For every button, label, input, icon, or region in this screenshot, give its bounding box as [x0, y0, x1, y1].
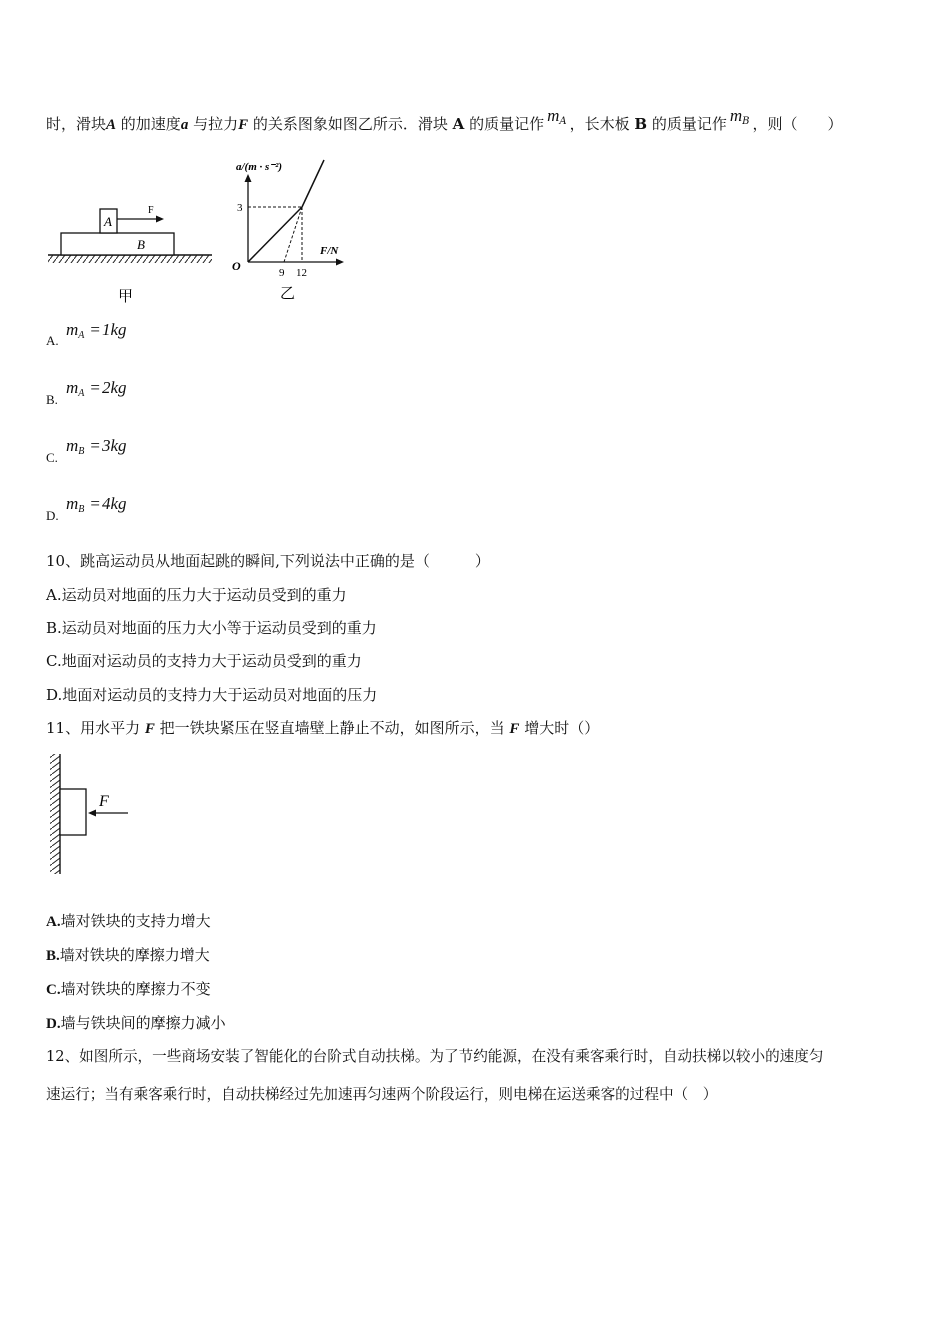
- q11-stem: 11、用水平力 F 把一铁块紧压在竖直墙壁上静止不动，如图所示，当 F 增大时（）: [46, 719, 600, 737]
- origin-label: O: [232, 259, 241, 273]
- q11-option-b[interactable]: B.墙对铁块的摩擦力增大: [46, 946, 210, 964]
- x-tick-9: 9: [279, 267, 285, 279]
- q10-option-a[interactable]: A.运动员对地面的压力大于运动员受到的重力: [46, 586, 347, 604]
- q11-option-c[interactable]: C.墙对铁块的摩擦力不变: [46, 980, 211, 998]
- q10-option-d[interactable]: D.地面对运动员的支持力大于运动员对地面的压力: [46, 686, 378, 704]
- q10-option-c[interactable]: C.地面对运动员的支持力大于运动员受到的重力: [46, 652, 362, 670]
- q12-stem-line-2: 速运行；当有乘客乘行时，自动扶梯经过先加速再匀速两个阶段运行，则电梯在运送乘客的过程中（ ）: [46, 1086, 718, 1103]
- figure-wall-block: [44, 750, 144, 878]
- board-b: [61, 233, 174, 255]
- q10-stem: 10、跳高运动员从地面起跳的瞬间,下列说法中正确的是（ ）: [46, 552, 490, 570]
- caption-yi: 乙: [280, 286, 296, 302]
- q10-option-b[interactable]: B.运动员对地面的压力大小等于运动员受到的重力: [46, 619, 377, 637]
- caption-jia: 甲: [118, 289, 134, 305]
- x-axis-label: F/N: [320, 245, 339, 257]
- mass-a-symbol: $m_A$: [547, 106, 567, 127]
- label-f: F: [148, 205, 154, 216]
- force-arrow-head: [88, 810, 96, 817]
- q9-intro: 时，滑块A 的加速度a 与拉力F 的关系图象如图乙所示．滑块 A 的质量记作 $m_A$ ，长木板 B 的质量记作 $m_B$ ，则（ ）: [46, 106, 843, 133]
- y-axis-label: a/(m · s⁻²): [236, 161, 283, 173]
- mass-b-symbol: $m_B$: [729, 106, 750, 127]
- ground-hatch: [48, 255, 212, 263]
- x-tick-12: 12: [296, 267, 307, 279]
- wall-hatch: [50, 754, 60, 874]
- x-axis-arrow: [336, 259, 344, 266]
- label-b: B: [137, 237, 145, 252]
- graph-segment-2: [302, 160, 324, 207]
- iron-block: [60, 789, 86, 835]
- label-a: A: [104, 214, 112, 229]
- figure-jia: [44, 195, 216, 307]
- y-tick-3: 3: [237, 202, 243, 214]
- force-arrow-head: [156, 216, 164, 223]
- q11-option-a[interactable]: A.墙对铁块的支持力增大: [46, 912, 211, 930]
- graph-segment-1: [248, 207, 302, 262]
- figure-yi: [226, 152, 356, 307]
- label-f: F: [99, 793, 109, 810]
- q12-stem-line-1: 12、如图所示，一些商场安装了智能化的台阶式自动扶梯。为了节约能源，在没有乘客乘行时，自动扶梯以较小的速度匀: [46, 1048, 824, 1065]
- q11-option-d[interactable]: D.墙与铁块间的摩擦力减小: [46, 1014, 226, 1032]
- y-axis-arrow: [245, 174, 252, 182]
